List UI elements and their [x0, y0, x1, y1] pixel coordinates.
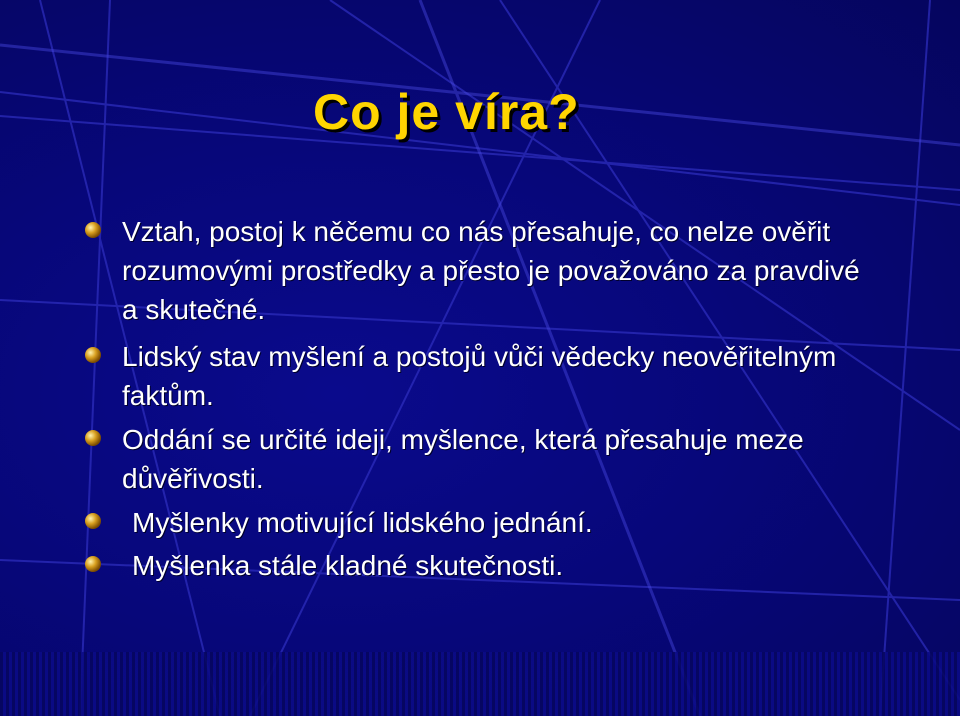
- gold-sphere-icon: [84, 221, 102, 239]
- bullet-text: Myšlenka stále kladné skutečnosti.: [132, 550, 564, 581]
- bullet-text: Myšlenky motivující lidského jednání.: [132, 507, 593, 538]
- gold-sphere-icon: [84, 346, 102, 364]
- gold-sphere-icon: [84, 555, 102, 573]
- bullet-text: Oddání se určité ideji, myšlence, která přesahuje meze důvěřivosti.: [122, 424, 804, 494]
- bullet-item: [132, 503, 852, 542]
- bullet-item: [122, 337, 842, 415]
- bullet-text: Vztah, postoj k něčemu co nás přesahuje, co nelze ověřit rozumovými prostředky a přesto je považováno za pravdivé a skutečné.: [122, 216, 860, 325]
- bullet-text: Lidský stav myšlení a postojů vůči vědecky neověřitelným faktům.: [122, 341, 837, 411]
- gold-sphere-icon: [84, 429, 102, 447]
- bullet-item: [132, 546, 852, 585]
- slide-title: Co je víra?: [313, 84, 580, 140]
- bullet-item: [122, 420, 842, 498]
- gold-sphere-icon: [84, 512, 102, 530]
- bullet-item: [122, 212, 862, 329]
